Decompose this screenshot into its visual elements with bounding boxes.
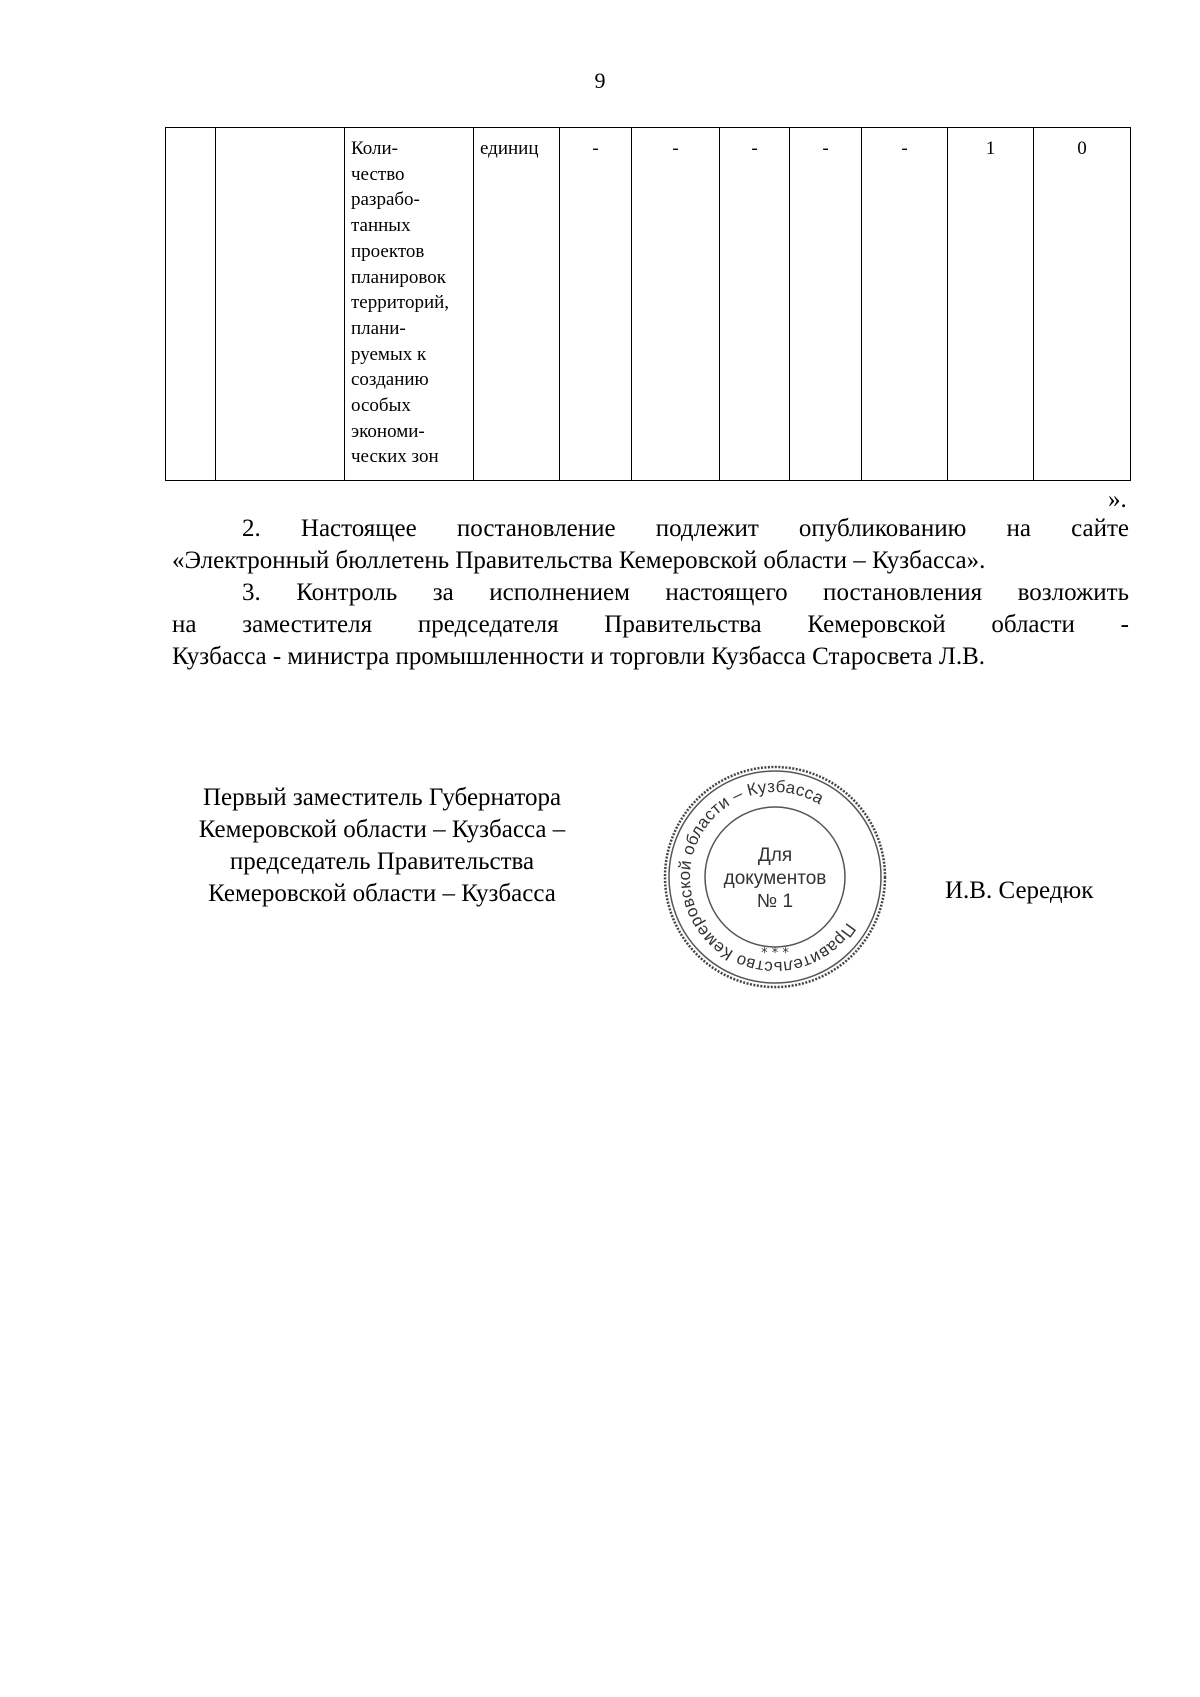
- paragraph-line: на заместителя председателя Правительства Кемеровской области -: [172, 611, 1129, 638]
- table-cell-value: -: [560, 128, 632, 481]
- indicator-name-line: планировок: [351, 266, 446, 288]
- signatory-position-line: председатель Правительства: [229, 848, 535, 875]
- indicator-name-line: танных: [351, 215, 411, 237]
- indicator-table: [165, 127, 1131, 481]
- table-cell-value: 1: [948, 128, 1034, 481]
- indicator-name-line: чество: [351, 163, 405, 185]
- table-cell-value: -: [790, 128, 862, 481]
- closing-quote: ».: [1108, 486, 1127, 513]
- signatory-position-line: Кемеровской области – Кузбасса –: [198, 816, 566, 843]
- indicator-name-line: особых: [351, 395, 411, 417]
- indicator-name-line: плани-: [351, 317, 406, 339]
- official-seal-stamp: [660, 762, 890, 992]
- signatory-position-line: Кемеровской области – Кузбасса: [208, 880, 556, 907]
- indicator-name-line: территорий,: [351, 292, 450, 314]
- signatory-position: [162, 782, 602, 910]
- indicator-name-line: Коли-: [351, 138, 398, 159]
- seal-center-line: № 1: [756, 891, 794, 912]
- table-cell-value: -: [720, 128, 790, 481]
- paragraph-line: 3. Контроль за исполнением настоящего постановления возложить: [242, 579, 1129, 606]
- paragraph-control: [172, 577, 1129, 673]
- table-cell-number: [166, 128, 216, 481]
- seal-ring-text: Правительство Кемеровской области – Кузбасса: [674, 776, 860, 978]
- seal-center-line: Для: [757, 845, 793, 866]
- indicator-name-line: ческих зон: [351, 446, 439, 468]
- table-cell-value: -: [862, 128, 948, 481]
- table-cell-indicator-name: [345, 128, 474, 481]
- indicator-name-line: созданию: [351, 369, 429, 391]
- indicator-name-line: разрабо-: [351, 189, 420, 211]
- seal-center-line: документов: [723, 868, 827, 889]
- paragraph-line: «Электронный бюллетень Правительства Кемеровской области – Кузбасса».: [172, 547, 986, 574]
- table-cell-goal: [216, 128, 345, 481]
- signatory-name: И.В. Середюк: [945, 877, 1094, 904]
- indicator-name-line: экономи-: [351, 420, 425, 442]
- table-cell-value: -: [632, 128, 720, 481]
- paragraph-publication: [172, 513, 1129, 577]
- indicator-name-line: проектов: [351, 240, 425, 262]
- paragraph-line: Кузбасса - министра промышленности и торговли Кузбасса Старосвета Л.В.: [172, 643, 986, 670]
- indicator-name-line: руемых к: [351, 343, 427, 365]
- table-cell-unit: единиц: [474, 128, 560, 481]
- paragraph-line: 2. Настоящее постановление подлежит опубликованию на сайте: [242, 515, 1129, 542]
- seal-stars: * * *: [761, 946, 789, 961]
- table-row: [166, 128, 1131, 481]
- table-cell-value: 0: [1034, 128, 1131, 481]
- signatory-position-line: Первый заместитель Губернатора: [202, 784, 562, 811]
- page-number: 9: [594, 68, 606, 93]
